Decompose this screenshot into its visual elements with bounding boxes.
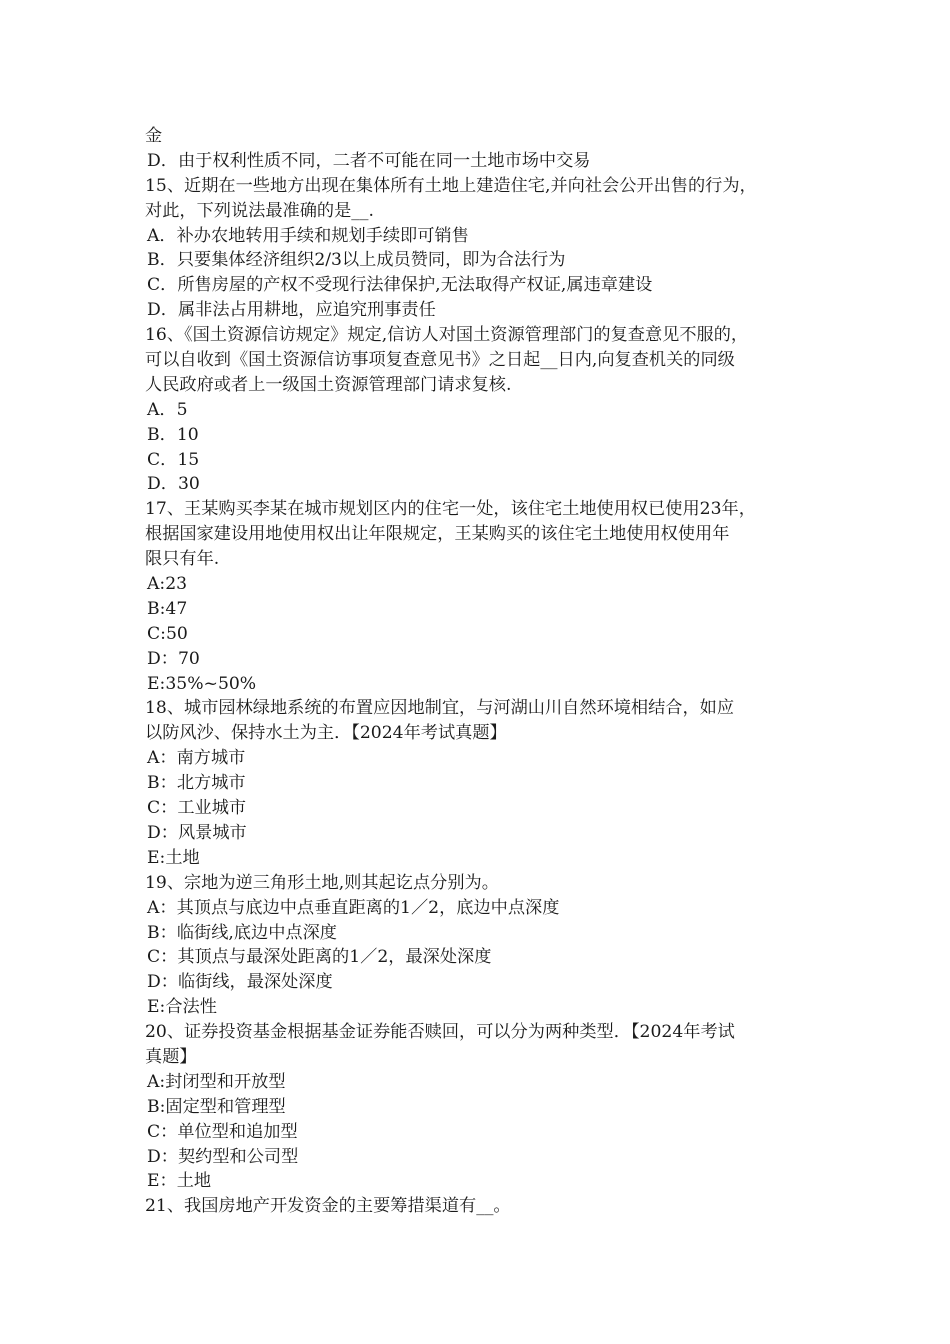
text-line: 人民政府或者上一级国土资源管理部门请求复核. [145, 374, 512, 395]
text-line: 可以自收到《国土资源信访事项复查意见书》之日起__日内,向复查机关的同级 [145, 350, 735, 371]
question-text: 18、城市园林绿地系统的布置应因地制宜，与河湖山川自然环境相结合，如应 [145, 698, 735, 719]
answer-option: B：北方城市 [147, 773, 246, 794]
text-line: 以防风沙、保持水土为主．【2024年考试真题】 [145, 723, 507, 744]
answer-option: B．10 [147, 424, 199, 445]
answer-option: D．属非法占用耕地，应追究刑事责任 [147, 300, 436, 321]
answer-option: D：临街线，最深处深度 [147, 972, 333, 993]
answer-option: A:23 [147, 574, 188, 595]
question-text: 15、近期在一些地方出现在集体所有土地上建造住宅,并向社会公开出售的行为， [145, 175, 757, 196]
question-text: 17、王某购买李某在城市规划区内的住宅一处，该住宅土地使用权已使用23年， [145, 499, 756, 520]
answer-option: E:土地 [147, 847, 200, 868]
answer-option: D：契约型和公司型 [147, 1146, 299, 1167]
answer-option: B:47 [147, 598, 188, 619]
text-line: 金 [145, 126, 163, 146]
answer-option: D：70 [147, 648, 200, 669]
answer-option: A：其顶点与底边中点垂直距离的1／2，底边中点深度 [147, 897, 560, 918]
answer-option: D：风景城市 [147, 822, 247, 843]
text-line: 根据国家建设用地使用权出让年限规定，王某购买的该住宅土地使用权使用年 [145, 524, 730, 545]
text-line: 对此，下列说法最准确的是__. [145, 200, 374, 221]
answer-option: B：临街线,底边中点深度 [147, 922, 337, 943]
answer-option: E:合法性 [147, 997, 217, 1018]
answer-option: D．30 [147, 474, 200, 495]
answer-option: E:35%~50% [147, 673, 257, 694]
answer-option: A:封闭型和开放型 [147, 1071, 286, 1092]
answer-option: B．只要集体经济组织2/3以上成员赞同，即为合法行为 [147, 250, 566, 271]
question-text: 20、证券投资基金根据基金证券能否赎回，可以分为两种类型．【2024年考试 [145, 1022, 735, 1043]
answer-option: B:固定型和管理型 [147, 1096, 286, 1117]
answer-option: D．由于权利性质不同，二者不可能在同一土地市场中交易 [147, 150, 591, 171]
answer-option: C：工业城市 [147, 798, 247, 819]
document-body [145, 124, 815, 1219]
answer-option: C：单位型和追加型 [147, 1121, 298, 1142]
answer-option: A：南方城市 [147, 748, 246, 769]
question-text: 21、我国房地产开发资金的主要筹措渠道有__。 [145, 1196, 511, 1217]
text-line: 真题】 [145, 1046, 197, 1067]
answer-option: A．补办农地转用手续和规划手续即可销售 [147, 225, 469, 246]
answer-option: C．15 [147, 449, 200, 470]
question-text: 19、宗地为逆三角形土地,则其起讫点分别为。 [145, 872, 499, 893]
answer-option: C：其顶点与最深处距离的1／2，最深处深度 [147, 947, 492, 968]
text-line: 限只有年. [145, 549, 220, 570]
answer-option: C:50 [147, 623, 188, 644]
answer-option: E：土地 [147, 1171, 212, 1192]
answer-option: A．5 [147, 399, 188, 420]
answer-option: C．所售房屋的产权不受现行法律保护,无法取得产权证,属违章建设 [147, 275, 653, 296]
question-text: 16、《国土资源信访规定》规定,信访人对国土资源管理部门的复查意见不服的， [145, 325, 749, 346]
